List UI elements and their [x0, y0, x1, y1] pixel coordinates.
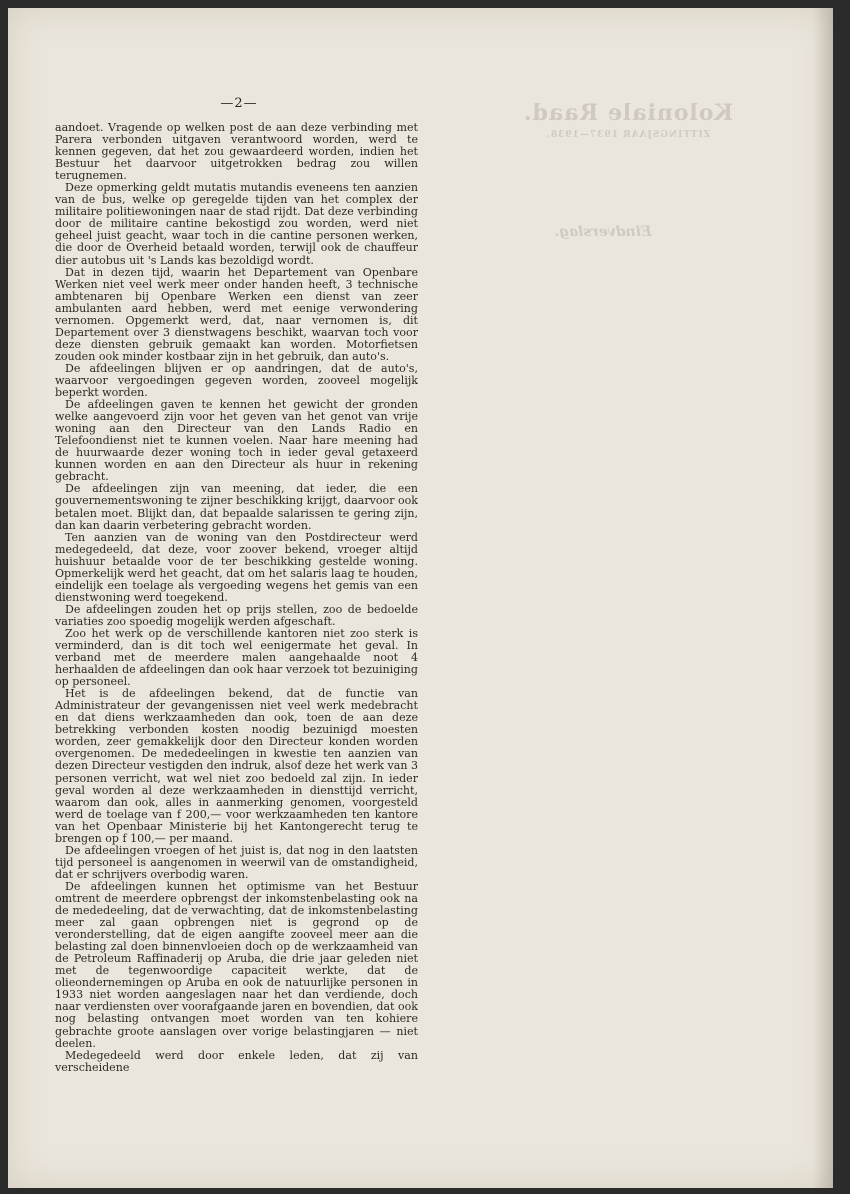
paragraph: De afdeelingen blijven er op aandringen, dat de auto's, waarvoor vergoedingen gegeven worden, zooveel mogelijk beperkt worden.	[55, 361, 418, 400]
paragraph: De afdeelingen zijn van meening, dat ieder, die een gouvernementswoning te zijner beschikking krijgt, daarvoor ook betalen moet. Blijkt dan, dat bepaalde salarissen te gering zijn, dan kan daarin verbetering gebracht worden.	[55, 482, 418, 532]
body-text-column	[55, 122, 418, 1178]
paragraph: Dat in dezen tijd, waarin het Departement van Openbare Werken niet veel werk meer onder handen heeft, 3 technische ambtenaren bij Openbare Werken een dienst van zeer ambulanten aard hebben, werd met eenige verwondering vernomen. Opgemerkt werd, dat, naar vernomen is, dit Departement over 3 dienstwagens beschikt, waarvan toch voor deze diensten gebruik gemaakt kan worden. Motorfietsen zouden ook minder kostbaar zijn in het gebruik, dan auto's.	[55, 265, 418, 363]
page-number: —2—	[220, 96, 258, 111]
paragraph: aandoet. Vragende op welken post de aan deze verbinding met Parera verbonden uitgaven verantwoord worden, werd te kennen gegeven, dat het zou gewaardeerd worden, indien het Bestuur het daarvoor uitgetrokken bedrag zou willen terugnemen.	[55, 122, 418, 183]
paragraph: De afdeelingen zouden het op prijs stellen, zoo de bedoelde variaties zoo spoedig mogelijk werden afgeschaft.	[55, 602, 418, 628]
paragraph: De afdeelingen gaven te kennen het gewicht der gronden welke aangevoerd zijn voor het geven van het genot van vrije woning aan den Directeur van den Lands Radio en Telefoondienst niet te kunnen voelen. Naar hare meening had de huurwaarde dezer woning toch in ieder geval getaxeerd kunnen worden en aan den Directeur als huur in rekening gebracht.	[55, 398, 418, 484]
page-edge-shadow	[813, 8, 833, 1188]
paragraph: De afdeelingen vroegen of het juist is, dat nog in den laatsten tijd personeel is aangenomen in weerwil van de omstandigheid, dat er schrijvers overbodig waren.	[55, 843, 418, 881]
paragraph: Zoo het werk op de verschillende kantoren niet zoo sterk is verminderd, dan is dit toch wel eenigermate het geval. In verband met de meerdere malen aangehaalde noot 4 herhaalden de afdeelingen dan ook haar verzoek tot bezuiniging op personeel.	[55, 626, 418, 689]
paragraph: Ten aanzien van de woning van den Postdirecteur werd medegedeeld, dat deze, voor zoover bekend, vroeger altijd huishuur betaalde voor de ter beschikking gestelde woning. Opmerkelijk werd het geacht, dat om het salaris laag te houden, eindelijk een toelage als vergoeding wegens het gemis van een dienstwoning werd toegekend.	[55, 530, 418, 604]
paragraph: De afdeelingen kunnen het optimisme van het Bestuur omtrent de meerdere opbrengst der inkomstenbelasting ook na de mededeeling, dat de verwachting, dat de inkomstenbelasting meer zal gaan opbrengen niet is gegrond op de veronderstelling, dat de eigen aangifte zooveel meer aan die belasting zal doen binnenvloeien doch op de werkzaamheid van de Petroleum Raffinaderij op Aruba, die drie jaar geleden niet met de tegenwoordige capaciteit werkte, dat de olieondernemingen op Aruba en ook de natuurlijke personen in 1933 niet worden aangeslagen naar het dan verdiende, doch naar verdiensten over voorafgaande jaren en bovendien, dat ook nog belasting ontvangen moet worden van ten kohiere gebrachte groote aanslagen over vorige belastingjaren — niet deelen.	[55, 879, 418, 1050]
paragraph: Het is de afdeelingen bekend, dat de functie van Administrateur der gevangenissen niet veel werk medebracht en dat diens werkzaamheden dan ook, toen de aan deze betrekking verbonden kosten noodig bezuinigd moesten worden, zeer gemakkelijk door den Directeur konden worden overgenomen. De mededeelingen in kwestie ten aanzien van dezen Directeur vestigden den indruk, alsof deze het werk van 3 personen verricht, wat wel niet zoo bedoeld zal zijn. In ieder geval worden al deze werkzaamheden in diensttijd verricht, waarom dan ook, alles in aanmerking genomen, voorgesteld werd de toelage van f 200,— voor werkzaamheden ten kantore van het Openbaar Ministerie bij het Kantongerecht terug te brengen op f 100,— per maand.	[55, 687, 418, 845]
bleed-through-label: Eindverslag.	[554, 224, 652, 240]
document-page	[8, 8, 833, 1188]
paragraph: Deze opmerking geldt mutatis mutandis eveneens ten aanzien van de bus, welke op geregelde tijden van het complex der militaire politiewoningen naar de stad rijdt. Dat deze verbinding door de militaire cantine bekostigd zou worden, werd niet geheel juist geacht, waar toch in die cantine personen werken, die door de Overheid betaald worden, terwijl ook de chauffeur dier autobus uit 's Lands kas bezoldigd wordt.	[55, 181, 418, 267]
bleed-through-subtitle: ZITTINGSJAAR 1937—1938.	[545, 130, 711, 140]
paragraph: Medegedeeld werd door enkele leden, dat zij van verscheidene	[55, 1048, 418, 1074]
bleed-through-title: Koloniale Raad.	[522, 100, 734, 126]
